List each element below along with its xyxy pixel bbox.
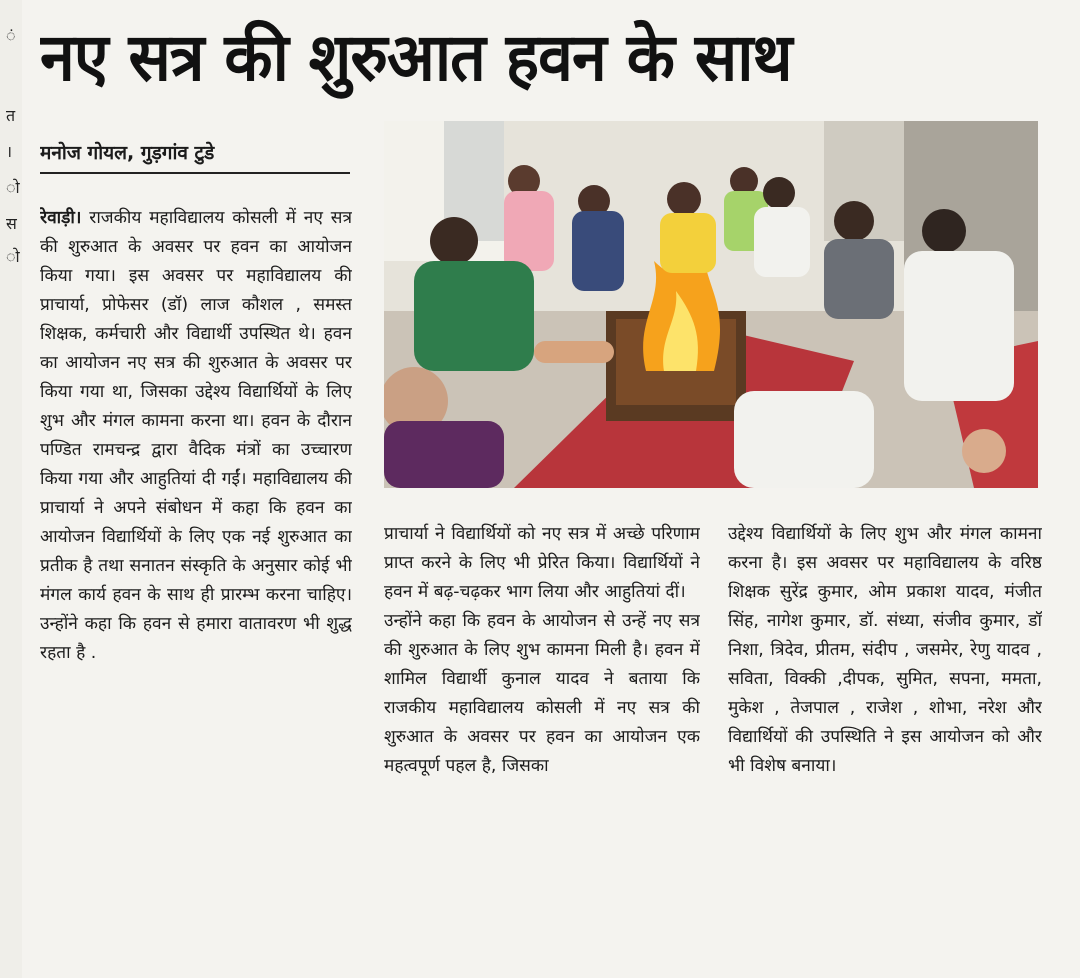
edge-char: ो	[6, 178, 20, 197]
edge-char: त	[6, 106, 16, 125]
article-column-2	[384, 520, 700, 975]
havan-ceremony-photo	[384, 121, 1038, 488]
paragraph: प्राचार्या ने विद्यार्थियों को नए सत्र में अच्छे परिणाम प्राप्त करने के लिए भी प्रेरित किया। विद्यार्थियों ने हवन में बढ़-चढ़कर भाग लिया और आहुतियां दीं।	[384, 524, 700, 602]
edge-char: स	[6, 214, 17, 233]
paragraph: राजकीय महाविद्यालय कोसली में नए सत्र की शुरुआत के अवसर पर हवन का आयोजन किया गया। इस अवसर पर महाविद्यालय की प्राचार्या, प्रोफेसर (डॉ) लाज कौशल , समस्त शिक्षक, कर्मचारी और विद्यार्थी उपस्थित थे। हवन का आयोजन नए सत्र की शुरुआत के अवसर पर किया गया था, जिसका उद्देश्य विद्यार्थियों के लिए शुभ और मंगल कामना करना था। हवन के दौरान पण्डित रामचन्द्र द्वारा वैदिक मंत्रों का उच्चारण किया गया और आहुतियां दी गईं। महाविद्यालय की प्राचार्या ने अपने संबोधन में कहा कि हवन का आयोजन विद्यार्थियों के लिए एक नई शुरुआत का प्रतीक है तथा सनातन संस्कृति के अनुसार कोई भी मंगल कार्य हवन के साथ ही प्रारम्भ करना चाहिए। उन्होंने कहा कि हवन से हमारा वातावरण भी शुद्ध रहता है .	[40, 208, 352, 663]
edge-char: ं	[6, 26, 16, 45]
paragraph: उन्होंने कहा कि हवन के आयोजन से उन्हें नए सत्र की शुरुआत के लिए शुभ कामना मिली है। हवन में शामिल विद्यार्थी कुनाल यादव ने बताया कि राजकीय महाविद्यालय कोसली में नए सत्र की शुरुआत के अवसर पर हवन का आयोजन एक महत्वपूर्ण पहल है, जिसका	[384, 611, 700, 776]
byline: मनोज गोयल, गुड़गांव टुडे	[40, 140, 350, 174]
paragraph: उद्देश्य विद्यार्थियों के लिए शुभ और मंगल कामना करना है। इस अवसर पर महाविद्यालय के वरिष्ठ शिक्षक सुरेंद्र कुमार, ओम प्रकाश यादव, मंजीत सिंह, नागेश कुमार, डॉ. संध्या, संजीव कुमार, डॉ निशा, त्रिदेव, प्रीतम, संदीप , जसमेर, रेणु यादव , सविता, विक्की ,दीपक, सुमित, सपना, ममता, मुकेश , तेजपाल , राजेश , शोभा, नरेश और विद्यार्थियों की उपस्थिति ने इस आयोजन को और भी विशेष बनाया।	[728, 524, 1042, 776]
dateline: रेवाड़ी।	[40, 208, 82, 228]
article-column-3	[728, 520, 1042, 975]
photo-illustration	[384, 121, 1038, 488]
headline: नए सत्र की शुरुआत हवन के साथ	[40, 19, 792, 96]
article-column-1	[40, 204, 352, 974]
edge-char: ो	[6, 247, 20, 266]
adjacent-column-edge	[0, 0, 22, 978]
edge-char: ।	[6, 142, 13, 161]
